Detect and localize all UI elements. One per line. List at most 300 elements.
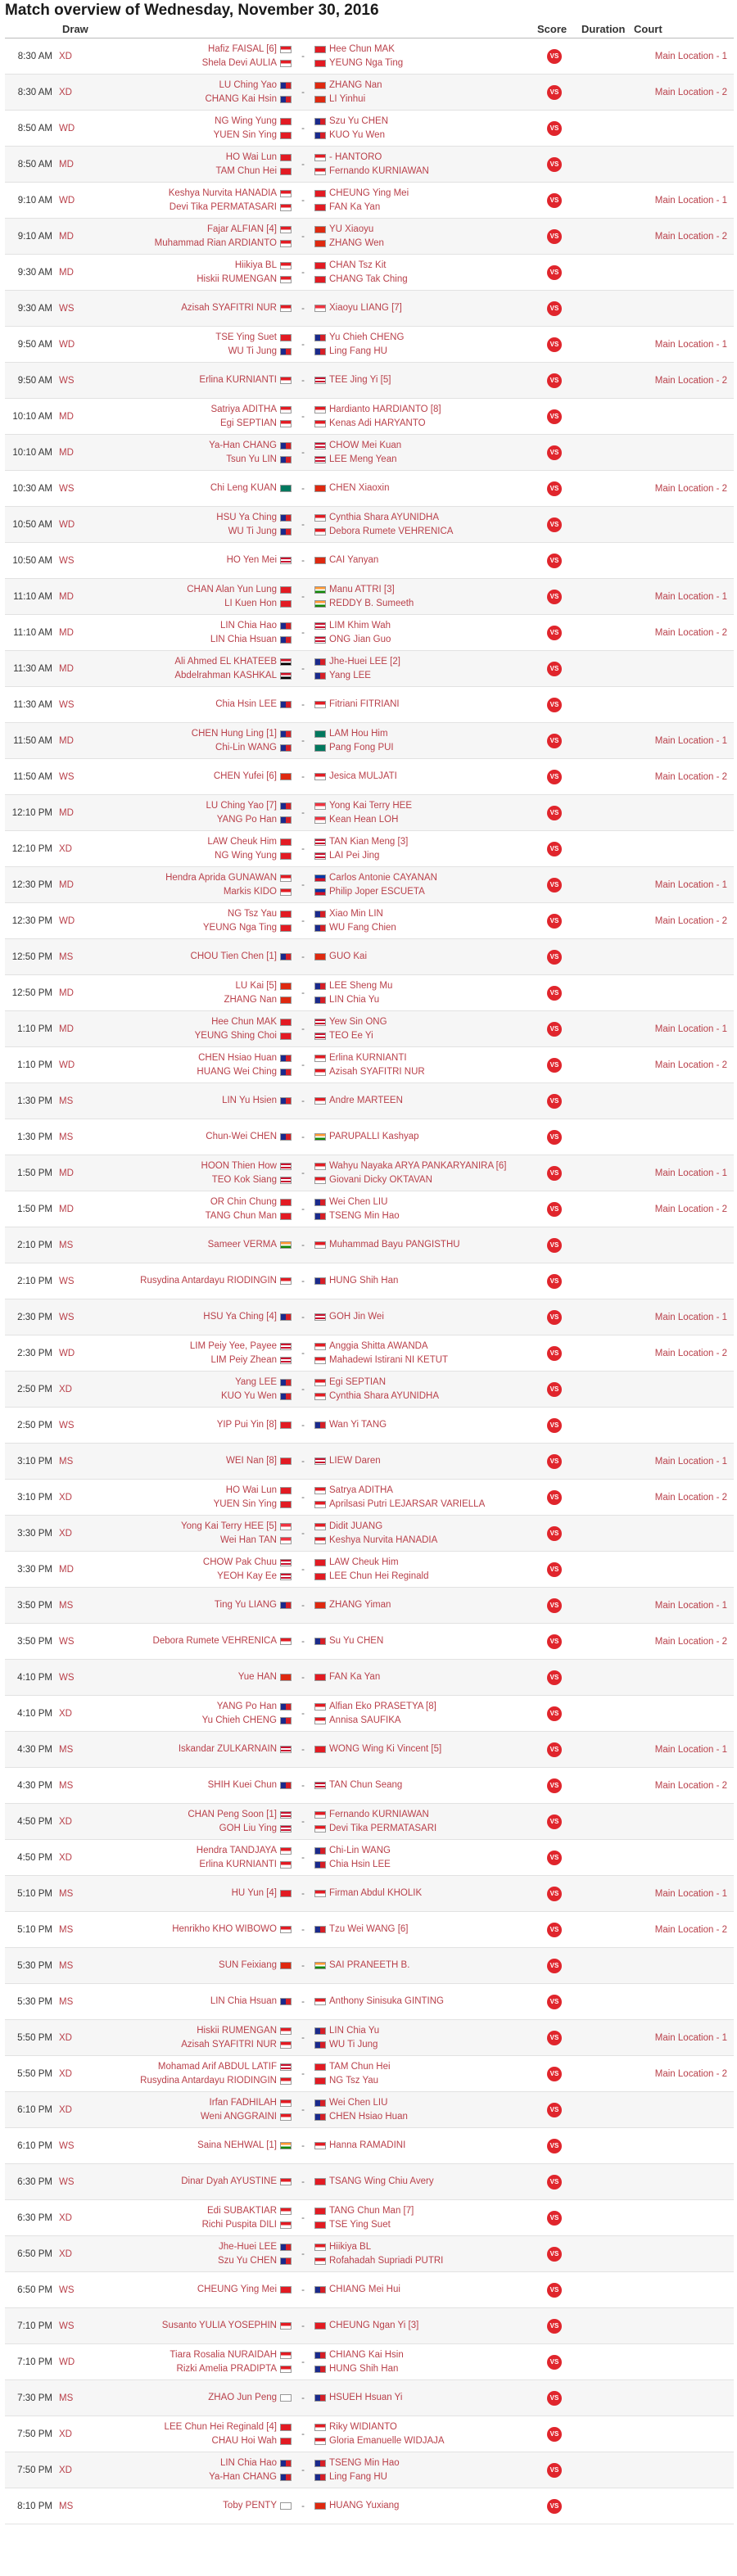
- court-link[interactable]: Main Location - 1: [654, 879, 727, 890]
- court-link[interactable]: Main Location - 2: [654, 1636, 727, 1647]
- player-name-link[interactable]: LIN Chia Hao: [219, 620, 277, 630]
- player-name-link[interactable]: CHEN Hsiao Huan: [329, 2111, 408, 2122]
- player-name-link[interactable]: Toby PENTY: [223, 2501, 277, 2510]
- player-name-link[interactable]: LIM Peiy Zhean: [210, 1354, 277, 1365]
- vs-badge-icon[interactable]: VS: [547, 481, 562, 496]
- player-name-link[interactable]: HSUEH Hsuan Yi: [329, 2393, 403, 2402]
- player-name-link[interactable]: Alfian Eko PRASETYA [8]: [329, 1701, 436, 1711]
- player-name-link[interactable]: Satrya ADITHA: [329, 1485, 393, 1495]
- player-name-link[interactable]: Yang LEE: [329, 670, 371, 680]
- match-draw[interactable]: XD: [59, 1816, 72, 1827]
- court-link[interactable]: Main Location - 2: [654, 627, 727, 638]
- vs-badge-icon[interactable]: VS: [547, 1959, 562, 1973]
- player-name-link[interactable]: LEE Chun Hei Reginald [4]: [164, 2421, 277, 2432]
- match-row[interactable]: [5, 471, 734, 507]
- vs-badge-icon[interactable]: VS: [547, 1166, 562, 1181]
- vs-badge-icon[interactable]: VS: [547, 1670, 562, 1685]
- match-row[interactable]: [5, 1876, 734, 1912]
- match-draw[interactable]: MS: [59, 1924, 74, 1935]
- player-name-link[interactable]: HO Yen Mei: [226, 555, 277, 565]
- match-draw[interactable]: WS: [59, 2176, 75, 2187]
- match-draw[interactable]: MD: [59, 267, 74, 278]
- player-name-link[interactable]: Tsun Yu LIN: [226, 454, 277, 464]
- match-draw[interactable]: MS: [59, 1132, 74, 1142]
- match-row[interactable]: [5, 903, 734, 939]
- player-name-link[interactable]: Hee Chun MAK: [211, 1016, 277, 1027]
- vs-badge-icon[interactable]: VS: [547, 1742, 562, 1757]
- court-link[interactable]: Main Location - 1: [654, 1744, 727, 1755]
- player-name-link[interactable]: Wei Chen LIU: [329, 1196, 388, 1207]
- vs-badge-icon[interactable]: VS: [547, 2499, 562, 2514]
- player-name-link[interactable]: CHEN Hsiao Huan: [198, 1052, 277, 1063]
- player-name-link[interactable]: Markis KIDO: [223, 886, 277, 897]
- player-name-link[interactable]: Hanna RAMADINI: [329, 2140, 406, 2150]
- vs-badge-icon[interactable]: VS: [547, 2175, 562, 2190]
- vs-badge-icon[interactable]: VS: [547, 193, 562, 208]
- player-name-link[interactable]: ONG Jian Guo: [329, 634, 391, 644]
- match-row[interactable]: [5, 1227, 734, 1263]
- match-row[interactable]: [5, 1047, 734, 1083]
- vs-badge-icon[interactable]: VS: [547, 1562, 562, 1577]
- match-draw[interactable]: MD: [59, 447, 74, 458]
- player-name-link[interactable]: LI Kuen Hon: [224, 598, 277, 608]
- match-row[interactable]: [5, 1840, 734, 1876]
- player-name-link[interactable]: Egi SEPTIAN: [219, 418, 277, 428]
- match-row[interactable]: [5, 2308, 734, 2344]
- vs-badge-icon[interactable]: VS: [547, 157, 562, 172]
- player-name-link[interactable]: Satriya ADITHA: [210, 404, 277, 414]
- player-name-link[interactable]: LIM Peiy Yee, Payee: [189, 1340, 277, 1351]
- player-name-link[interactable]: Ting Yu LIANG: [214, 1600, 277, 1610]
- player-name-link[interactable]: WU Ti Jung: [228, 526, 277, 536]
- player-name-link[interactable]: CHOU Tien Chen [1]: [190, 951, 277, 961]
- player-name-link[interactable]: CHEN Hung Ling [1]: [191, 728, 277, 739]
- match-row[interactable]: [5, 1011, 734, 1047]
- player-name-link[interactable]: FAN Ka Yan: [329, 1672, 381, 1682]
- match-draw[interactable]: WS: [59, 771, 75, 782]
- match-draw[interactable]: MS: [59, 1456, 74, 1467]
- match-draw[interactable]: WS: [59, 375, 75, 386]
- player-name-link[interactable]: WU Ti Jung: [228, 346, 277, 356]
- vs-badge-icon[interactable]: VS: [547, 1995, 562, 2009]
- match-row[interactable]: [5, 1768, 734, 1804]
- player-name-link[interactable]: Irfan FADHILAH: [209, 2097, 277, 2108]
- player-name-link[interactable]: Hafiz FAISAL [6]: [208, 43, 277, 54]
- court-link[interactable]: Main Location - 1: [654, 1312, 727, 1322]
- match-row[interactable]: [5, 1948, 734, 1984]
- match-row[interactable]: [5, 759, 734, 795]
- vs-badge-icon[interactable]: VS: [547, 662, 562, 676]
- vs-badge-icon[interactable]: VS: [547, 1310, 562, 1325]
- match-row[interactable]: [5, 939, 734, 975]
- vs-badge-icon[interactable]: VS: [547, 373, 562, 388]
- match-draw[interactable]: XD: [59, 87, 72, 97]
- match-row[interactable]: [5, 723, 734, 759]
- player-name-link[interactable]: CHANG Kai Hsin: [205, 93, 277, 104]
- match-draw[interactable]: MD: [59, 987, 74, 998]
- match-draw[interactable]: MS: [59, 2393, 74, 2403]
- match-row[interactable]: [5, 2020, 734, 2056]
- player-name-link[interactable]: Rofahadah Supriadi PUTRI: [329, 2255, 444, 2266]
- player-name-link[interactable]: CHAU Hoi Wah: [211, 2435, 277, 2446]
- match-draw[interactable]: MD: [59, 231, 74, 242]
- player-name-link[interactable]: LIN Chia Hsuan: [210, 634, 277, 644]
- player-name-link[interactable]: Debora Rumete VEHRENICA: [329, 526, 454, 536]
- player-name-link[interactable]: WONG Wing Ki Vincent [5]: [329, 1744, 442, 1754]
- match-draw[interactable]: WD: [59, 195, 75, 206]
- vs-badge-icon[interactable]: VS: [547, 1706, 562, 1721]
- match-row[interactable]: [5, 1299, 734, 1335]
- match-row[interactable]: [5, 1984, 734, 2020]
- player-name-link[interactable]: CHAN Tsz Kit: [329, 260, 387, 270]
- vs-badge-icon[interactable]: VS: [547, 2283, 562, 2298]
- match-draw[interactable]: MS: [59, 1600, 74, 1611]
- player-name-link[interactable]: Hiikiya BL: [234, 260, 277, 270]
- vs-badge-icon[interactable]: VS: [547, 986, 562, 1001]
- player-name-link[interactable]: LU Ching Yao: [219, 79, 277, 90]
- player-name-link[interactable]: LU Ching Yao [7]: [206, 800, 277, 811]
- vs-badge-icon[interactable]: VS: [547, 1130, 562, 1145]
- match-draw[interactable]: WS: [59, 1312, 75, 1322]
- vs-badge-icon[interactable]: VS: [547, 554, 562, 568]
- match-draw[interactable]: WS: [59, 555, 75, 566]
- player-name-link[interactable]: HU Yun [4]: [231, 1888, 277, 1898]
- match-row[interactable]: [5, 2380, 734, 2416]
- match-row[interactable]: [5, 2272, 734, 2308]
- player-name-link[interactable]: Gloria Emanuelle WIDJAJA: [329, 2435, 445, 2446]
- match-draw[interactable]: WS: [59, 1672, 75, 1683]
- match-row[interactable]: [5, 255, 734, 291]
- player-name-link[interactable]: Ling Fang HU: [329, 346, 387, 356]
- player-name-link[interactable]: Susanto YULIA YOSEPHIN: [161, 2321, 277, 2330]
- player-name-link[interactable]: TAM Chun Hei: [329, 2061, 391, 2072]
- player-name-link[interactable]: Saina NEHWAL [1]: [197, 2140, 277, 2150]
- court-link[interactable]: Main Location - 1: [654, 195, 727, 206]
- player-name-link[interactable]: Yu Chieh CHENG: [201, 1715, 277, 1725]
- player-name-link[interactable]: Chia Hsin LEE: [215, 699, 277, 709]
- match-draw[interactable]: WD: [59, 1060, 75, 1070]
- court-link[interactable]: Main Location - 2: [654, 915, 727, 926]
- player-name-link[interactable]: FAN Ka Yan: [329, 201, 381, 212]
- vs-badge-icon[interactable]: VS: [547, 734, 562, 748]
- match-row[interactable]: [5, 2416, 734, 2452]
- player-name-link[interactable]: TSENG Min Hao: [329, 1210, 400, 1221]
- player-name-link[interactable]: HO Wai Lun: [225, 151, 277, 162]
- player-name-link[interactable]: LEE Chun Hei Reginald: [329, 1570, 429, 1581]
- player-name-link[interactable]: Abdelrahman KASHKAL: [174, 670, 277, 680]
- player-name-link[interactable]: NG Wing Yung: [215, 115, 277, 126]
- player-name-link[interactable]: HUANG Yuxiang: [329, 2501, 400, 2510]
- match-row[interactable]: [5, 867, 734, 903]
- match-draw[interactable]: MS: [59, 951, 74, 962]
- player-name-link[interactable]: TEO Kok Siang: [211, 1174, 277, 1185]
- player-name-link[interactable]: LU Kai [5]: [235, 980, 277, 991]
- court-link[interactable]: Main Location - 2: [654, 483, 727, 494]
- match-draw[interactable]: XD: [59, 2248, 72, 2259]
- match-row[interactable]: [5, 507, 734, 543]
- player-name-link[interactable]: Andre MARTEEN: [329, 1096, 403, 1105]
- player-name-link[interactable]: Mahadewi Istirani NI KETUT: [329, 1354, 449, 1365]
- player-name-link[interactable]: LI Yinhui: [329, 93, 366, 104]
- match-draw[interactable]: MS: [59, 1780, 74, 1791]
- match-row[interactable]: [5, 2236, 734, 2272]
- player-name-link[interactable]: ZHANG Nan: [224, 994, 277, 1005]
- vs-badge-icon[interactable]: VS: [547, 1382, 562, 1397]
- player-name-link[interactable]: ZHAO Jun Peng: [208, 2393, 277, 2402]
- player-name-link[interactable]: Su Yu CHEN: [329, 1636, 384, 1646]
- player-name-link[interactable]: LAI Pei Jing: [329, 850, 380, 861]
- match-row[interactable]: [5, 399, 734, 435]
- vs-badge-icon[interactable]: VS: [547, 85, 562, 100]
- player-name-link[interactable]: Keshya Nurvita HANADIA: [329, 1534, 438, 1545]
- player-name-link[interactable]: CHEUNG Ying Mei: [329, 188, 409, 198]
- player-name-link[interactable]: SUN Feixiang: [219, 1960, 277, 1970]
- player-name-link[interactable]: CHEUNG Ying Mei: [197, 2285, 277, 2294]
- match-draw[interactable]: XD: [59, 843, 72, 854]
- match-draw[interactable]: WS: [59, 2321, 75, 2331]
- player-name-link[interactable]: Chi Leng KUAN: [210, 483, 277, 493]
- match-row[interactable]: [5, 615, 734, 651]
- court-link[interactable]: Main Location - 2: [654, 1204, 727, 1214]
- vs-badge-icon[interactable]: VS: [547, 1454, 562, 1469]
- player-name-link[interactable]: YU Xiaoyu: [329, 224, 374, 234]
- player-name-link[interactable]: Riky WIDIANTO: [329, 2421, 397, 2432]
- player-name-link[interactable]: Erlina KURNIANTI: [199, 1859, 277, 1869]
- player-name-link[interactable]: CHOW Pak Chuu: [202, 1557, 277, 1567]
- vs-badge-icon[interactable]: VS: [547, 1634, 562, 1649]
- player-name-link[interactable]: Ya-Han CHANG: [209, 2471, 277, 2482]
- match-row[interactable]: [5, 651, 734, 687]
- vs-badge-icon[interactable]: VS: [547, 1851, 562, 1865]
- player-name-link[interactable]: Philip Joper ESCUETA: [329, 886, 425, 897]
- match-draw[interactable]: XD: [59, 2429, 72, 2439]
- player-name-link[interactable]: Szu Yu CHEN: [329, 115, 389, 126]
- vs-badge-icon[interactable]: VS: [547, 626, 562, 640]
- court-link[interactable]: Main Location - 2: [654, 231, 727, 242]
- player-name-link[interactable]: Azisah SYAFITRI NUR: [181, 2039, 277, 2050]
- player-name-link[interactable]: Anggia Shitta AWANDA: [329, 1340, 428, 1351]
- player-name-link[interactable]: Hiskii RUMENGAN: [197, 2025, 277, 2036]
- player-name-link[interactable]: YUEN Sin Ying: [213, 129, 277, 140]
- player-name-link[interactable]: WU Fang Chien: [329, 922, 396, 933]
- player-name-link[interactable]: Yew Sin ONG: [329, 1016, 387, 1027]
- player-name-link[interactable]: Edi SUBAKTIAR: [207, 2205, 277, 2216]
- match-row[interactable]: [5, 1155, 734, 1191]
- court-link[interactable]: Main Location - 2: [654, 2068, 727, 2079]
- match-draw[interactable]: WS: [59, 1636, 75, 1647]
- vs-badge-icon[interactable]: VS: [547, 1058, 562, 1073]
- player-name-link[interactable]: CHIANG Mei Hui: [329, 2285, 400, 2294]
- player-name-link[interactable]: Hee Chun MAK: [329, 43, 395, 54]
- match-row[interactable]: [5, 1552, 734, 1588]
- vs-badge-icon[interactable]: VS: [547, 1274, 562, 1289]
- player-name-link[interactable]: Rusydina Antardayu RIODINGIN: [140, 2075, 277, 2086]
- match-draw[interactable]: MD: [59, 411, 74, 422]
- player-name-link[interactable]: YIP Pui Yin [8]: [216, 1420, 277, 1430]
- match-draw[interactable]: WD: [59, 519, 75, 530]
- vs-badge-icon[interactable]: VS: [547, 1346, 562, 1361]
- player-name-link[interactable]: TAN Kian Meng [3]: [329, 836, 409, 847]
- match-row[interactable]: [5, 1263, 734, 1299]
- player-name-link[interactable]: Iskandar ZULKARNAIN: [178, 1744, 277, 1754]
- match-draw[interactable]: XD: [59, 1384, 72, 1394]
- player-name-link[interactable]: CHIANG Kai Hsin: [329, 2349, 404, 2360]
- player-name-link[interactable]: TAM Chun Hei: [215, 165, 277, 176]
- player-name-link[interactable]: TSE Ying Suet: [329, 2219, 391, 2230]
- court-link[interactable]: Main Location - 2: [654, 87, 727, 97]
- player-name-link[interactable]: Hardianto HARDIANTO [8]: [329, 404, 441, 414]
- match-row[interactable]: [5, 1444, 734, 1480]
- player-name-link[interactable]: Xiao Min LIN: [329, 908, 383, 919]
- court-link[interactable]: Main Location - 1: [654, 51, 727, 61]
- vs-badge-icon[interactable]: VS: [547, 301, 562, 316]
- match-row[interactable]: [5, 687, 734, 723]
- match-row[interactable]: [5, 75, 734, 111]
- player-name-link[interactable]: KUO Yu Wen: [221, 1390, 277, 1401]
- vs-badge-icon[interactable]: VS: [547, 2139, 562, 2153]
- player-name-link[interactable]: Dinar Dyah AYUSTINE: [181, 2176, 277, 2186]
- match-draw[interactable]: WS: [59, 2140, 75, 2151]
- match-row[interactable]: [5, 2452, 734, 2488]
- match-draw[interactable]: XD: [59, 2104, 72, 2115]
- match-row[interactable]: [5, 795, 734, 831]
- player-name-link[interactable]: CHEUNG Ngan Yi [3]: [329, 2321, 419, 2330]
- court-link[interactable]: Main Location - 1: [654, 1888, 727, 1899]
- player-name-link[interactable]: Jhe-Huei LEE: [219, 2241, 277, 2252]
- match-draw[interactable]: WS: [59, 2285, 75, 2295]
- vs-badge-icon[interactable]: VS: [547, 1238, 562, 1253]
- player-name-link[interactable]: Jhe-Huei LEE [2]: [329, 656, 400, 667]
- match-row[interactable]: [5, 1624, 734, 1660]
- player-name-link[interactable]: CHANG Tak Ching: [329, 273, 408, 284]
- vs-badge-icon[interactable]: VS: [547, 409, 562, 424]
- player-name-link[interactable]: Wei Han TAN: [219, 1534, 277, 1545]
- match-draw[interactable]: MS: [59, 1888, 74, 1899]
- player-name-link[interactable]: Pang Fong PUI: [329, 742, 394, 752]
- match-draw[interactable]: MS: [59, 1096, 74, 1106]
- player-name-link[interactable]: YANG Po Han: [216, 1701, 277, 1711]
- player-name-link[interactable]: Devi Tika PERMATASARI: [329, 1823, 437, 1833]
- vs-badge-icon[interactable]: VS: [547, 590, 562, 604]
- match-row[interactable]: [5, 975, 734, 1011]
- player-name-link[interactable]: Chi-Lin WANG: [215, 742, 277, 752]
- match-row[interactable]: [5, 1912, 734, 1948]
- player-name-link[interactable]: OR Chin Chung: [210, 1196, 277, 1207]
- player-name-link[interactable]: Sameer VERMA: [207, 1240, 277, 1250]
- vs-badge-icon[interactable]: VS: [547, 950, 562, 965]
- vs-badge-icon[interactable]: VS: [547, 914, 562, 929]
- player-name-link[interactable]: Yue HAN: [237, 1672, 277, 1682]
- player-name-link[interactable]: Yong Kai Terry HEE: [329, 800, 413, 811]
- player-name-link[interactable]: LEE Sheng Mu: [329, 980, 393, 991]
- court-link[interactable]: Main Location - 2: [654, 1060, 727, 1070]
- player-name-link[interactable]: TAN Chun Seang: [329, 1780, 403, 1790]
- match-row[interactable]: [5, 1119, 734, 1155]
- player-name-link[interactable]: YEUNG Shing Choi: [194, 1030, 277, 1041]
- player-name-link[interactable]: Keshya Nurvita HANADIA: [168, 188, 277, 198]
- match-draw[interactable]: WD: [59, 915, 75, 926]
- court-link[interactable]: Main Location - 2: [654, 1924, 727, 1935]
- player-name-link[interactable]: HUNG Shih Han: [329, 2363, 399, 2374]
- match-draw[interactable]: MD: [59, 807, 74, 818]
- vs-badge-icon[interactable]: VS: [547, 1923, 562, 1937]
- vs-badge-icon[interactable]: VS: [547, 229, 562, 244]
- player-name-link[interactable]: YEUNG Nga Ting: [329, 57, 404, 68]
- vs-badge-icon[interactable]: VS: [547, 1094, 562, 1109]
- player-name-link[interactable]: Azisah SYAFITRI NUR: [329, 1066, 425, 1077]
- match-draw[interactable]: WS: [59, 1276, 75, 1286]
- match-row[interactable]: [5, 1408, 734, 1444]
- vs-badge-icon[interactable]: VS: [547, 770, 562, 784]
- player-name-link[interactable]: Fernando KURNIAWAN: [329, 165, 429, 176]
- vs-badge-icon[interactable]: VS: [547, 265, 562, 280]
- player-name-link[interactable]: HUNG Shih Han: [329, 1276, 399, 1286]
- match-row[interactable]: [5, 291, 734, 327]
- player-name-link[interactable]: TSE Ying Suet: [215, 332, 277, 342]
- player-name-link[interactable]: Anthony Sinisuka GINTING: [329, 1996, 444, 2006]
- player-name-link[interactable]: GOH Jin Wei: [329, 1312, 384, 1322]
- match-row[interactable]: [5, 363, 734, 399]
- match-row[interactable]: [5, 1083, 734, 1119]
- vs-badge-icon[interactable]: VS: [547, 337, 562, 352]
- match-draw[interactable]: MD: [59, 663, 74, 674]
- player-name-link[interactable]: CHAN Peng Soon [1]: [188, 1809, 277, 1819]
- player-name-link[interactable]: SAI PRANEETH B.: [329, 1960, 410, 1970]
- match-row[interactable]: [5, 2128, 734, 2164]
- match-row[interactable]: [5, 1516, 734, 1552]
- match-row[interactable]: [5, 1372, 734, 1408]
- court-link[interactable]: Main Location - 1: [654, 591, 727, 602]
- player-name-link[interactable]: Debora Rumete VEHRENICA: [152, 1636, 277, 1646]
- match-draw[interactable]: XD: [59, 1708, 72, 1719]
- court-link[interactable]: Main Location - 1: [654, 1456, 727, 1467]
- player-name-link[interactable]: Wahyu Nayaka ARYA PANKARYANIRA [6]: [329, 1160, 507, 1171]
- match-row[interactable]: [5, 147, 734, 183]
- vs-badge-icon[interactable]: VS: [547, 2067, 562, 2081]
- vs-badge-icon[interactable]: VS: [547, 2031, 562, 2045]
- match-row[interactable]: [5, 111, 734, 147]
- match-row[interactable]: [5, 435, 734, 471]
- player-name-link[interactable]: Chun-Wei CHEN: [206, 1132, 277, 1141]
- match-row[interactable]: [5, 219, 734, 255]
- player-name-link[interactable]: Cynthia Shara AYUNIDHA: [329, 1390, 440, 1401]
- player-name-link[interactable]: CHEN Xiaoxin: [329, 483, 390, 493]
- match-draw[interactable]: XD: [59, 2465, 72, 2475]
- vs-badge-icon[interactable]: VS: [547, 842, 562, 856]
- player-name-link[interactable]: GOH Liu Ying: [219, 1823, 277, 1833]
- player-name-link[interactable]: Weni ANGGRAINI: [200, 2111, 277, 2122]
- match-draw[interactable]: XD: [59, 1528, 72, 1539]
- player-name-link[interactable]: Firman Abdul KHOLIK: [329, 1888, 423, 1898]
- player-name-link[interactable]: Annisa SAUFIKA: [329, 1715, 401, 1725]
- player-name-link[interactable]: YUEN Sin Ying: [213, 1498, 277, 1509]
- player-name-link[interactable]: Wei Chen LIU: [329, 2097, 388, 2108]
- match-draw[interactable]: MD: [59, 1204, 74, 1214]
- player-name-link[interactable]: TSANG Wing Chiu Avery: [329, 2176, 434, 2186]
- match-draw[interactable]: MD: [59, 1168, 74, 1178]
- match-row[interactable]: [5, 1335, 734, 1372]
- player-name-link[interactable]: Yu Chieh CHENG: [329, 332, 405, 342]
- player-name-link[interactable]: Xiaoyu LIANG [7]: [329, 303, 402, 313]
- player-name-link[interactable]: ZHANG Yiman: [329, 1600, 391, 1610]
- vs-badge-icon[interactable]: VS: [547, 878, 562, 893]
- player-name-link[interactable]: HSU Ya Ching: [216, 512, 277, 522]
- match-row[interactable]: [5, 2056, 734, 2092]
- player-name-link[interactable]: CAI Yanyan: [329, 555, 379, 565]
- player-name-link[interactable]: Mohamad Arif ABDUL LATIF: [157, 2061, 277, 2072]
- match-draw[interactable]: MD: [59, 627, 74, 638]
- match-row[interactable]: [5, 2092, 734, 2128]
